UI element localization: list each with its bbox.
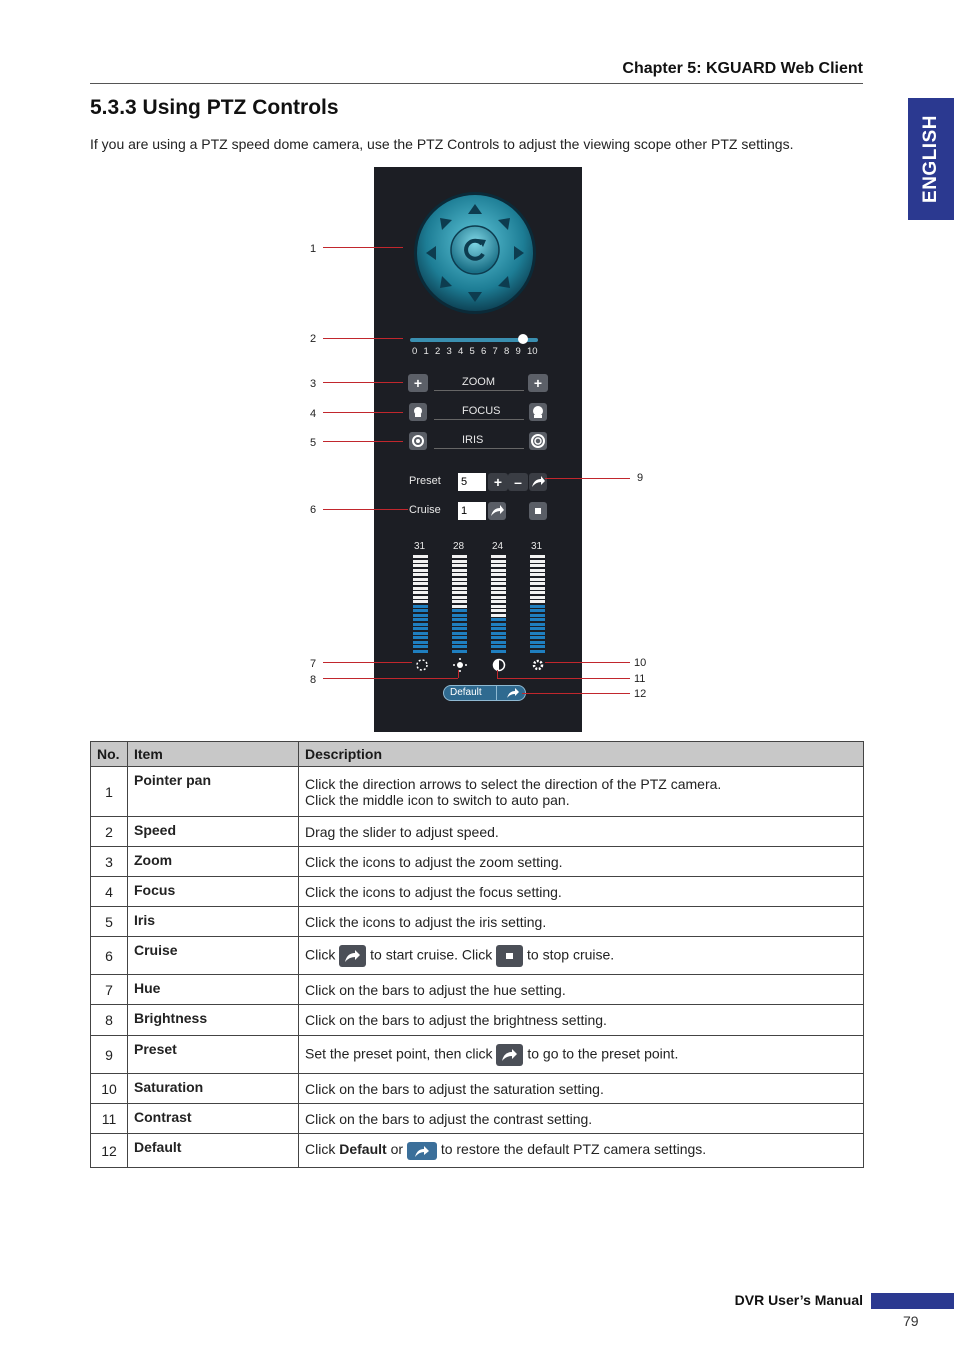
stop-icon <box>529 502 547 520</box>
table-row <box>91 1036 864 1074</box>
speed-tick-label: 10 <box>527 346 538 357</box>
callout-line <box>323 509 408 510</box>
row-desc: Click on the bars to adjust the hue setting. <box>299 975 864 1005</box>
iris-close-button[interactable] <box>409 432 427 450</box>
default-label: Default <box>450 687 482 698</box>
table-header-row <box>91 742 864 767</box>
zoom-out-button[interactable]: + <box>408 374 428 392</box>
table-row <box>91 1134 864 1168</box>
cruise-stop-button[interactable] <box>529 502 547 520</box>
callout-line <box>323 662 412 663</box>
section-intro: If you are using a PTZ speed dome camera, use the PTZ Controls to adjust the viewing scope other PTZ settings. <box>90 136 794 152</box>
speed-tick-label: 8 <box>504 346 510 357</box>
callout-line <box>323 412 403 413</box>
ptz-items-table <box>90 741 864 1168</box>
focus-divider <box>434 419 524 420</box>
speed-scale <box>412 346 544 358</box>
iris-close-icon <box>409 432 427 450</box>
row-item: Speed <box>128 817 299 847</box>
callout-number: 12 <box>634 688 647 700</box>
callout-number: 8 <box>310 674 317 686</box>
zoom-divider <box>434 390 524 391</box>
callout-line <box>323 441 403 442</box>
focus-label: FOCUS <box>462 405 501 417</box>
callout-number: 5 <box>310 437 317 449</box>
row-desc: Click on the bars to adjust the brightness setting. <box>299 1005 864 1036</box>
cruise-input[interactable]: 1 <box>458 502 486 520</box>
row-item: Brightness <box>128 1005 299 1036</box>
callout-line <box>522 693 630 694</box>
row-item: Contrast <box>128 1104 299 1134</box>
focus-far-icon <box>529 403 547 421</box>
speed-tick-label: 1 <box>423 346 429 357</box>
callout-line <box>545 662 630 663</box>
speed-tick-label: 5 <box>469 346 475 357</box>
callout-number: 9 <box>637 472 644 484</box>
default-restore-icon <box>407 1142 437 1160</box>
row-no: 8 <box>91 1005 128 1036</box>
preset-remove-button[interactable]: – <box>508 473 528 491</box>
row-desc: Click the icons to adjust the iris setting. <box>299 907 864 937</box>
cruise-start-icon <box>339 945 366 967</box>
row-item: Hue <box>128 975 299 1005</box>
row-item: Pointer pan <box>128 767 299 817</box>
row-desc <box>299 767 864 817</box>
section-title: 5.3.3 Using PTZ Controls <box>90 96 339 119</box>
row-item: Zoom <box>128 847 299 877</box>
footer-bar <box>871 1293 954 1309</box>
callout-number: 11 <box>634 673 646 685</box>
callout-line <box>323 678 458 679</box>
row-desc-text: Click <box>305 1141 336 1158</box>
callout-number: 4 <box>310 408 317 420</box>
table-row <box>91 877 864 907</box>
speed-slider-handle[interactable] <box>518 334 528 344</box>
iris-divider <box>434 448 524 449</box>
row-desc-text: or <box>390 1141 404 1158</box>
row-desc-line: Click the middle icon to switch to auto pan. <box>305 791 570 808</box>
table-row <box>91 907 864 937</box>
speed-tick-label: 3 <box>446 346 452 357</box>
row-desc-text: to go to the preset point. <box>527 1045 679 1062</box>
page-number: 79 <box>903 1313 919 1329</box>
row-no: 5 <box>91 907 128 937</box>
row-desc-text: Set the preset point, then click <box>305 1045 493 1062</box>
cruise-stop-icon <box>496 945 523 967</box>
col-description: Description <box>299 742 864 767</box>
adjust-bar[interactable] <box>491 555 506 655</box>
bar-value-label: 31 <box>414 541 426 552</box>
row-no: 4 <box>91 877 128 907</box>
saturation-icon[interactable] <box>531 658 545 672</box>
speed-tick-label: 4 <box>458 346 464 357</box>
table-row <box>91 767 864 817</box>
cruise-start-button[interactable] <box>488 502 506 520</box>
callout-line <box>497 670 498 678</box>
row-item: Preset <box>128 1036 299 1074</box>
col-item: Item <box>128 742 299 767</box>
brightness-icon[interactable] <box>453 658 467 672</box>
bar-value-label: 24 <box>492 541 504 552</box>
preset-add-button[interactable]: + <box>488 473 508 491</box>
row-no: 6 <box>91 937 128 975</box>
row-desc-line: Click the direction arrows to select the direction of the PTZ camera. <box>305 775 722 792</box>
table-row <box>91 1074 864 1104</box>
language-tab-label: ENGLISH <box>920 115 941 203</box>
bar-value-label: 31 <box>531 541 543 552</box>
adjust-bar[interactable] <box>413 555 428 655</box>
table-row <box>91 1005 864 1036</box>
focus-near-button[interactable] <box>409 403 427 421</box>
row-item: Saturation <box>128 1074 299 1104</box>
preset-input[interactable]: 5 <box>458 473 486 491</box>
callout-line <box>323 338 403 339</box>
row-item: Iris <box>128 907 299 937</box>
row-no: 9 <box>91 1036 128 1074</box>
table-row <box>91 817 864 847</box>
row-desc <box>299 937 864 975</box>
row-desc-bold: Default <box>339 1141 387 1158</box>
row-desc: Click the icons to adjust the focus setting. <box>299 877 864 907</box>
table-row <box>91 847 864 877</box>
callout-number: 1 <box>310 243 317 255</box>
pointer-pan-pad[interactable] <box>412 190 538 316</box>
focus-near-icon <box>409 403 427 421</box>
focus-far-button[interactable] <box>529 403 547 421</box>
adjust-bar[interactable] <box>530 555 545 655</box>
bar-value-label: 28 <box>453 541 465 552</box>
iris-open-button[interactable] <box>529 432 547 450</box>
row-no: 3 <box>91 847 128 877</box>
row-desc: Click the icons to adjust the zoom setting. <box>299 847 864 877</box>
callout-line <box>497 678 630 679</box>
zoom-label: ZOOM <box>462 376 495 388</box>
iris-open-icon <box>529 432 547 450</box>
header-rule <box>90 83 863 84</box>
callout-number: 3 <box>310 378 317 390</box>
row-desc-text: to start cruise. Click <box>370 946 493 963</box>
row-item: Default <box>128 1134 299 1168</box>
preset-goto-icon <box>496 1044 523 1066</box>
default-divider <box>496 686 497 700</box>
adjust-bar[interactable] <box>452 555 467 655</box>
row-desc <box>299 1134 864 1168</box>
contrast-icon[interactable] <box>492 658 506 672</box>
callout-line <box>323 247 403 248</box>
hue-icon[interactable] <box>415 658 429 672</box>
zoom-in-button[interactable]: + <box>528 374 548 392</box>
callout-line <box>323 382 403 383</box>
row-desc-text: Click <box>305 946 336 963</box>
row-no: 12 <box>91 1134 128 1168</box>
row-desc: Drag the slider to adjust speed. <box>299 817 864 847</box>
callout-number: 2 <box>310 333 317 345</box>
speed-tick-label: 9 <box>515 346 521 357</box>
chapter-title: Chapter 5: KGUARD Web Client <box>622 60 863 77</box>
preset-goto-button[interactable] <box>529 473 547 491</box>
row-no: 2 <box>91 817 128 847</box>
goto-arrow-icon <box>488 502 506 520</box>
table-row <box>91 975 864 1005</box>
ptz-panel <box>374 167 582 732</box>
row-desc: Click on the bars to adjust the saturation setting. <box>299 1074 864 1104</box>
row-item: Focus <box>128 877 299 907</box>
row-no: 1 <box>91 767 128 817</box>
callout-line <box>545 478 630 479</box>
row-desc-text: to restore the default PTZ camera settings. <box>440 1141 707 1158</box>
col-no: No. <box>91 742 128 767</box>
row-no: 11 <box>91 1104 128 1134</box>
callout-line <box>458 670 459 678</box>
table-row <box>91 937 864 975</box>
footer-manual-title: DVR User’s Manual <box>734 1292 863 1308</box>
speed-tick-label: 7 <box>492 346 498 357</box>
row-desc-text: to stop cruise. <box>527 946 615 963</box>
goto-arrow-icon <box>529 473 547 491</box>
speed-tick-label: 2 <box>435 346 441 357</box>
default-restore-icon <box>504 686 522 700</box>
iris-label: IRIS <box>462 434 484 446</box>
row-no: 10 <box>91 1074 128 1104</box>
row-desc <box>299 1036 864 1074</box>
callout-number: 7 <box>310 658 317 670</box>
default-button[interactable] <box>443 685 526 701</box>
speed-tick-label: 0 <box>412 346 418 357</box>
language-tab <box>908 98 954 220</box>
speed-tick-label: 6 <box>481 346 487 357</box>
table-row <box>91 1104 864 1134</box>
callout-number: 6 <box>310 504 317 516</box>
row-item: Cruise <box>128 937 299 975</box>
callout-number: 10 <box>634 657 647 669</box>
row-desc: Click on the bars to adjust the contrast setting. <box>299 1104 864 1134</box>
cruise-label: Cruise <box>409 504 441 516</box>
row-no: 7 <box>91 975 128 1005</box>
preset-label: Preset <box>409 475 441 487</box>
